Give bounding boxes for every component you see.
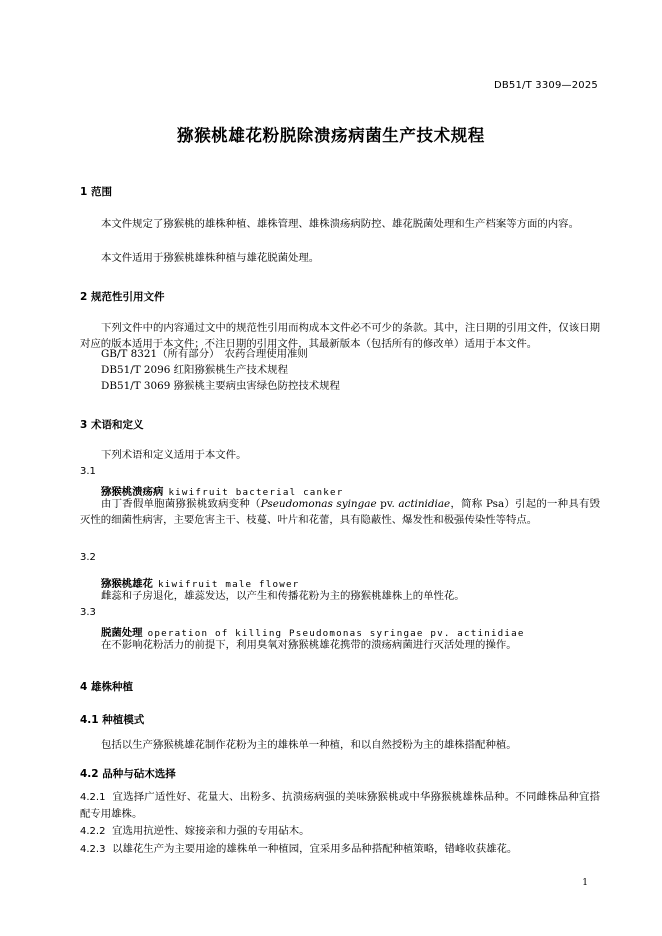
section-1-para-2: 本文件适用于猕猴桃雄株种植与雄花脱菌处理。 — [101, 252, 320, 264]
subsection-4-1-heading: 4.1 种植模式 — [80, 714, 145, 726]
term-definition: 雌蕊和子房退化，雄蕊发达，以产生和传播花粉为主的猕猴桃雄株上的单性花。 — [101, 590, 465, 602]
reference-item: DB51/T 2096 红阳猕猴桃生产技术规程 — [101, 364, 288, 376]
section-4-heading: 4 雄株种植 — [80, 681, 133, 693]
clause-4-2-3: 4.2.3 以雄花生产为主要用途的雄株单一种植园，宜采用多品种搭配种植策略，错峰收获雄花。 — [80, 843, 518, 855]
term-definition: 在不影响花粉活力的前提下，利用臭氧对猕猴桃雄花携带的溃疡病菌进行灭活处理的操作。 — [101, 639, 517, 651]
page-number: 1 — [582, 878, 588, 888]
section-1-para-1: 本文件规定了猕猴桃的雄株种植、雄株管理、雄株溃疡病防控、雄花脱菌处理和生产档案等方面的内容。 — [101, 218, 579, 230]
reference-item: DB51/T 3069 猕猴桃主要病虫害绿色防控技术规程 — [101, 380, 340, 392]
section-3-heading: 3 术语和定义 — [80, 419, 144, 431]
section-1-heading: 1 范围 — [80, 186, 112, 198]
term-number: 3.2 — [80, 552, 96, 563]
term-zh: 猕猴桃雄花 — [101, 578, 153, 590]
subsection-4-2-heading: 4.2 品种与砧木选择 — [80, 768, 176, 780]
term-number: 3.1 — [80, 466, 96, 477]
reference-item: GB/T 8321（所有部分） 农药合理使用准则 — [101, 348, 308, 360]
standard-number: DB51/T 3309—2025 — [493, 80, 598, 91]
document-title: 猕猴桃雄花粉脱除溃疡病菌生产技术规程 — [177, 126, 485, 145]
term-en: kiwifruit male flower — [158, 579, 300, 590]
term-zh: 猕猴桃溃疡病 — [101, 486, 164, 498]
term-zh: 脱菌处理 — [101, 627, 143, 639]
section-2-para-1: 下列文件中的内容通过文中的规范性引用而构成本文件必不可少的条款。其中，注日期的引用文件，仅该日期对应的版本适用于本文件；不注日期的引用文件，其最新版本（包括所有的修改单）适用于本文件。 — [80, 322, 600, 350]
subsection-4-1-para: 包括以生产猕猴桃雄花制作花粉为主的雄株单一种植，和以自然授粉为主的雄株搭配种植。 — [101, 739, 517, 751]
term-en: operation of killing Pseudomonas syringae pv. actinidiae — [147, 628, 525, 639]
section-3-intro: 下列术语和定义适用于本文件。 — [101, 449, 247, 461]
clause-4-2-2: 4.2.2 宜选用抗逆性、嫁接亲和力强的专用砧木。 — [80, 825, 310, 837]
term-definition: 由丁香假单胞菌猕猴桃致病变种（Pseudomonas syingae pv. actinidiae，简称 Psa）引起的一种具有毁灭性的细菌性病害，主要危害主干、枝蔓、叶片和花蕾，具有隐蔽性、爆发性和极强传染性等特点。 — [80, 498, 601, 526]
clause-4-2-1: 4.2.1 宜选择广适性好、花量大、出粉多、抗溃疡病强的美味猕猴桃或中华猕猴桃雄株品种。不同雌株品种宜搭配专用雄株。 — [80, 791, 600, 820]
term-en: kiwifruit bacterial canker — [168, 487, 344, 498]
term-number: 3.3 — [80, 607, 96, 618]
section-2-heading: 2 规范性引用文件 — [80, 291, 165, 303]
